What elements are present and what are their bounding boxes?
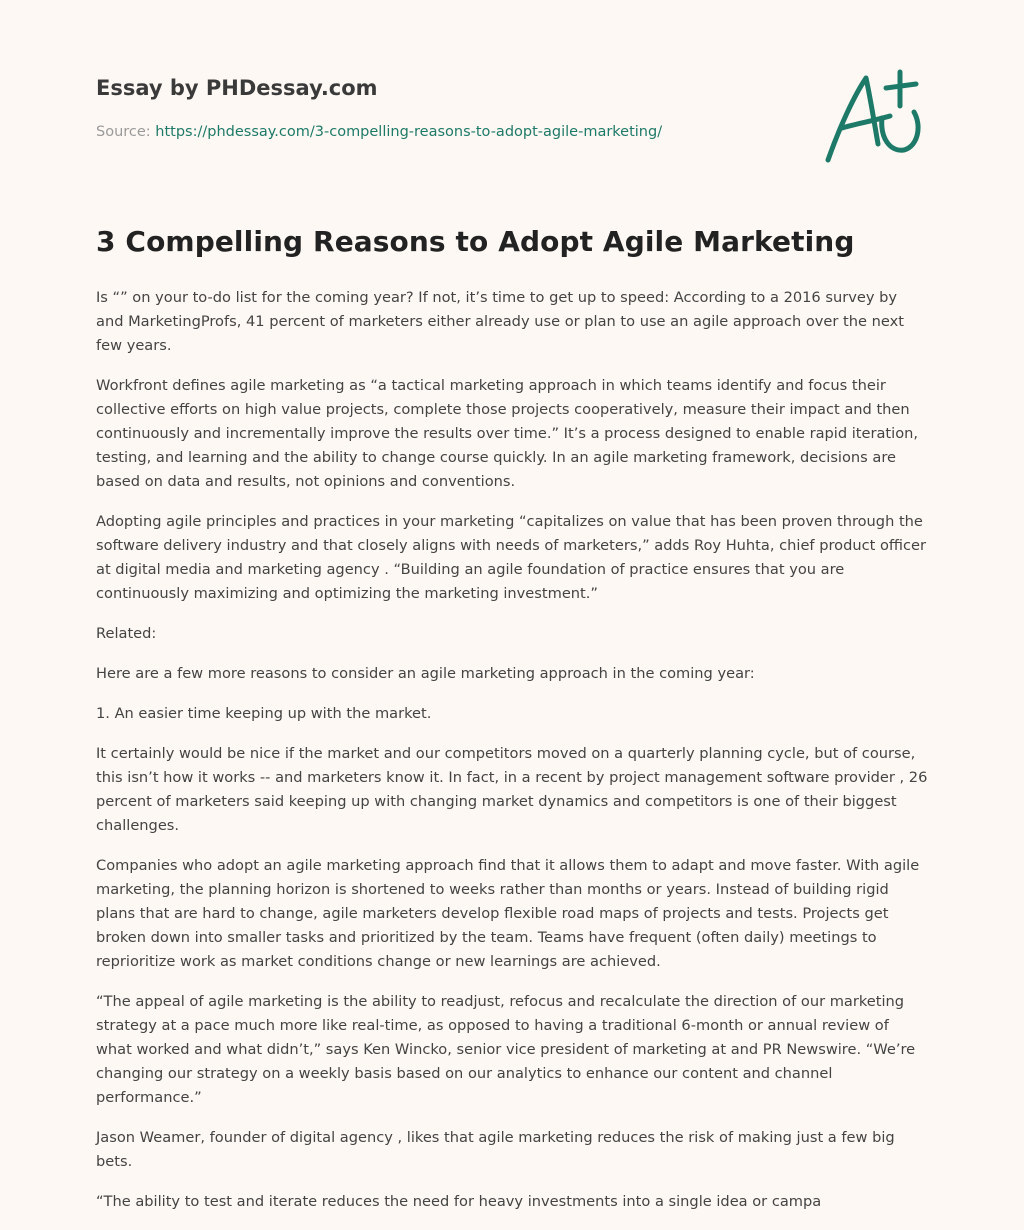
paragraph: Workfront defines agile marketing as “a tactical marketing approach in which teams identify and focus their collective efforts on high value projects, complete those projects cooperatively, measure their impact and then continuously and incrementally improve the results over time.” It’s a process designed to enable rapid iteration, testing, and learning and the ability to change course quickly. In an agile marketing framework, decisions are based on data and results, not opinions and conventions. [96, 377, 919, 490]
paragraph: It certainly would be nice if the market and our competitors moved on a quarterly planning cycle, but of course, this isn’t how it works -- and marketers know it. In fact, in a recent by project management software provider , 26 percent of marketers said keeping up with changing market dynamics and competitors is one of their biggest challenges. [96, 745, 928, 834]
paragraph: Is “” on your to-do list for the coming year? If not, it’s time to get up to speed: According to a 2016 survey by and MarketingProfs, 41 percent of marketers either already use or plan to use an agile approach over the next few years. [96, 289, 904, 354]
article-title: 3 Compelling Reasons to Adopt Agile Marketing [96, 225, 855, 258]
brand-title: Essay by PHDessay.com [96, 76, 378, 100]
paragraph: Here are a few more reasons to consider an agile marketing approach in the coming year: [96, 665, 755, 682]
a-plus-logo-icon [820, 66, 930, 166]
source-line [96, 124, 662, 140]
paragraph: Related: [96, 625, 157, 642]
paragraph: Jason Weamer, founder of digital agency , likes that agile marketing reduces the risk of making just a few big bets. [96, 1129, 895, 1170]
article-body [96, 286, 928, 1230]
source-label: Source: [96, 124, 151, 140]
source-link[interactable]: https://phdessay.com/3-compelling-reasons-to-adopt-agile-marketing/ [155, 124, 663, 140]
paragraph: “The ability to test and iterate reduces the need for heavy investments into a single idea or campa [96, 1193, 822, 1210]
section-heading: 1. An easier time keeping up with the market. [96, 705, 432, 722]
paragraph: Companies who adopt an agile marketing approach find that it allows them to adapt and move faster. With agile marketing, the planning horizon is shortened to weeks rather than months or years. Instead of building rigid plans that are hard to change, agile marketers develop flexible road maps of projects and tests. Projects get broken down into smaller tasks and prioritized by the team. Teams have frequent (often daily) meetings to reprioritize work as market conditions change or new learnings are achieved. [96, 857, 920, 970]
paragraph: Adopting agile principles and practices in your marketing “capitalizes on value that has been proven through the software delivery industry and that closely aligns with needs of marketers,” adds Roy Huhta, chief product officer at digital media and marketing agency . “Building an agile foundation of practice ensures that you are continuously maximizing and optimizing the marketing investment.” [96, 513, 927, 602]
paragraph: “The appeal of agile marketing is the ability to readjust, refocus and recalculate the direction of our marketing strategy at a pace much more like real-time, as opposed to having a traditional 6-month or annual review of what worked and what didn’t,” says Ken Wincko, senior vice president of marketing at and PR Newswire. “We’re changing our strategy on a weekly basis based on our analytics to enhance our content and channel performance.” [96, 993, 916, 1106]
